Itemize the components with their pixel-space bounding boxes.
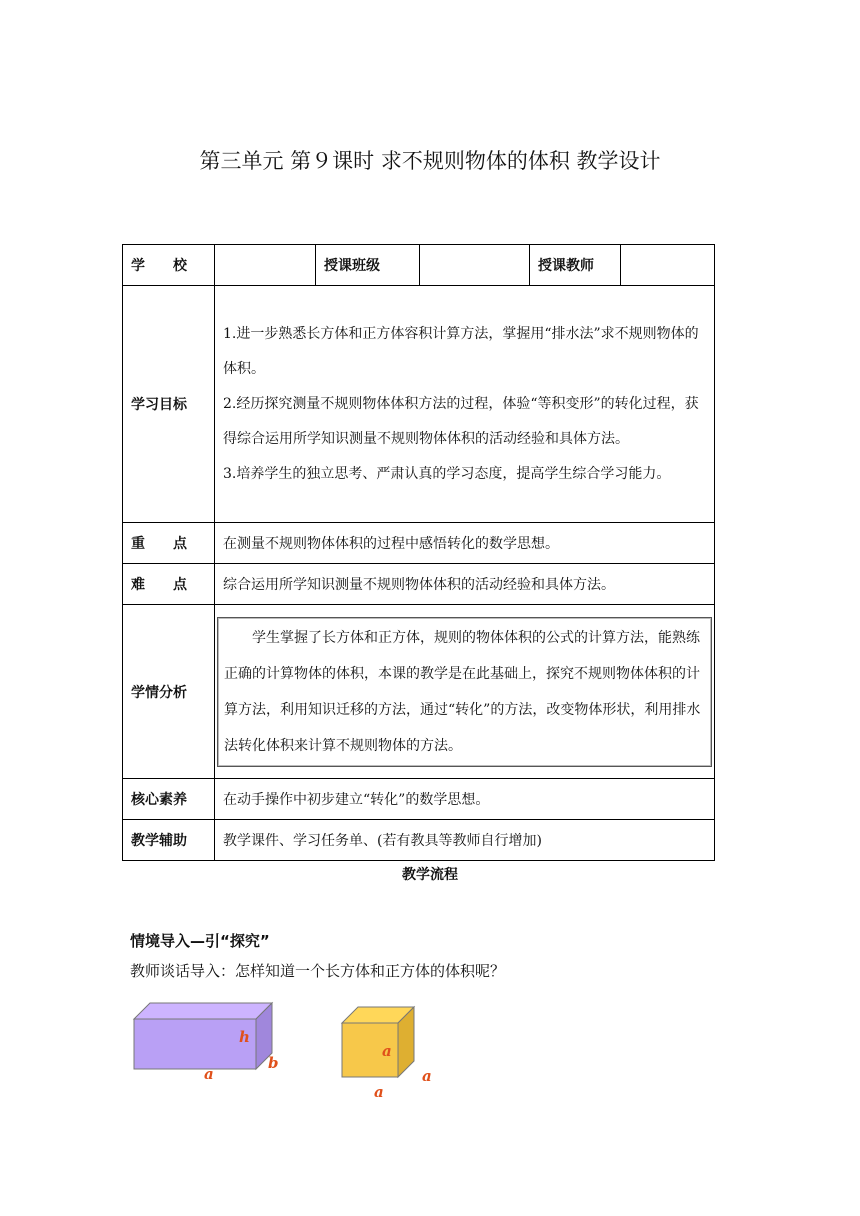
- teaching-aids-label: 教学辅助: [131, 833, 187, 849]
- cuboid-width-label: b: [268, 1054, 279, 1072]
- intro-text: 教师谈话导入：怎样知道一个长方体和正方体的体积呢？: [130, 962, 506, 980]
- core-literacy-value: 在动手操作中初步建立“转化”的数学思想。: [215, 779, 715, 820]
- document-title: 第三单元 第９课时 求不规则物体的体积 教学设计: [199, 149, 661, 173]
- table-row: [123, 286, 715, 523]
- analysis-text: 学生掌握了长方体和正方体，规则的物体体积的公式的计算方法，能熟练正确的计算物体的体积，本课的教学是在此基础上，探究不规则物体体积的计算方法，利用知识迁移的方法，通过“转化”的方法，改变物体形状，利用排水法转化体积来计算不规则物体的方法。: [217, 617, 712, 767]
- core-literacy-label: 核心素养: [131, 792, 187, 808]
- goal-item: 3.培养学生的独立思考、严肃认真的学习态度，提高学生综合学习能力。: [223, 465, 671, 482]
- cuboid-height-label: h: [239, 1028, 250, 1046]
- analysis-cell: [215, 605, 715, 779]
- school-label-cell: [123, 245, 215, 286]
- difficulty-label: 难 点: [131, 577, 187, 593]
- table-row: [123, 605, 715, 779]
- goals-label: 学习目标: [131, 397, 187, 413]
- cuboid-cube-figure: [120, 995, 460, 1105]
- table-row: [123, 245, 715, 286]
- cube-front-label: a: [382, 1042, 392, 1060]
- goals-cell: [215, 286, 715, 523]
- school-value: [215, 245, 316, 286]
- cube-bottom-label: a: [374, 1083, 384, 1101]
- teacher-value: [621, 245, 715, 286]
- difficulty-value: 综合运用所学知识测量不规则物体体积的活动经验和具体方法。: [215, 564, 715, 605]
- cuboid-top-face: [134, 1003, 272, 1019]
- cuboid-shape: [134, 1003, 279, 1083]
- goal-item: 2.经历探究测量不规则物体体积方法的过程，体验“等积变形”的转化过程，获得综合运用所学知识测量不规则物体体积的活动经验和具体方法。: [223, 395, 699, 447]
- table-row: [123, 779, 715, 820]
- table-row: [123, 564, 715, 605]
- flow-title: 教学流程: [402, 867, 458, 883]
- table-row: [123, 820, 715, 861]
- goal-item: 1.进一步熟悉长方体和正方体容积计算方法，掌握用“排水法”求不规则物体的体积。: [223, 325, 699, 377]
- lesson-plan-table: [122, 244, 715, 861]
- cube-side-label: a: [422, 1067, 432, 1085]
- cuboid-front-face: [134, 1019, 256, 1069]
- section-heading: 情境导入—引“探究”: [130, 932, 270, 950]
- class-value: [420, 245, 530, 286]
- analysis-label: 学情分析: [131, 684, 187, 701]
- cuboid-length-label: a: [204, 1065, 214, 1083]
- key-point-label: 重 点: [131, 536, 187, 552]
- class-label: 授课班级: [324, 258, 380, 274]
- table-row: [123, 523, 715, 564]
- cube-shape: [342, 1007, 432, 1101]
- key-point-value: 在测量不规则物体体积的过程中感悟转化的数学思想。: [215, 523, 715, 564]
- teacher-label: 授课教师: [538, 258, 594, 274]
- teaching-aids-value: 教学课件、学习任务单、(若有教具等教师自行增加): [215, 820, 715, 861]
- school-label: 学 校: [131, 258, 187, 274]
